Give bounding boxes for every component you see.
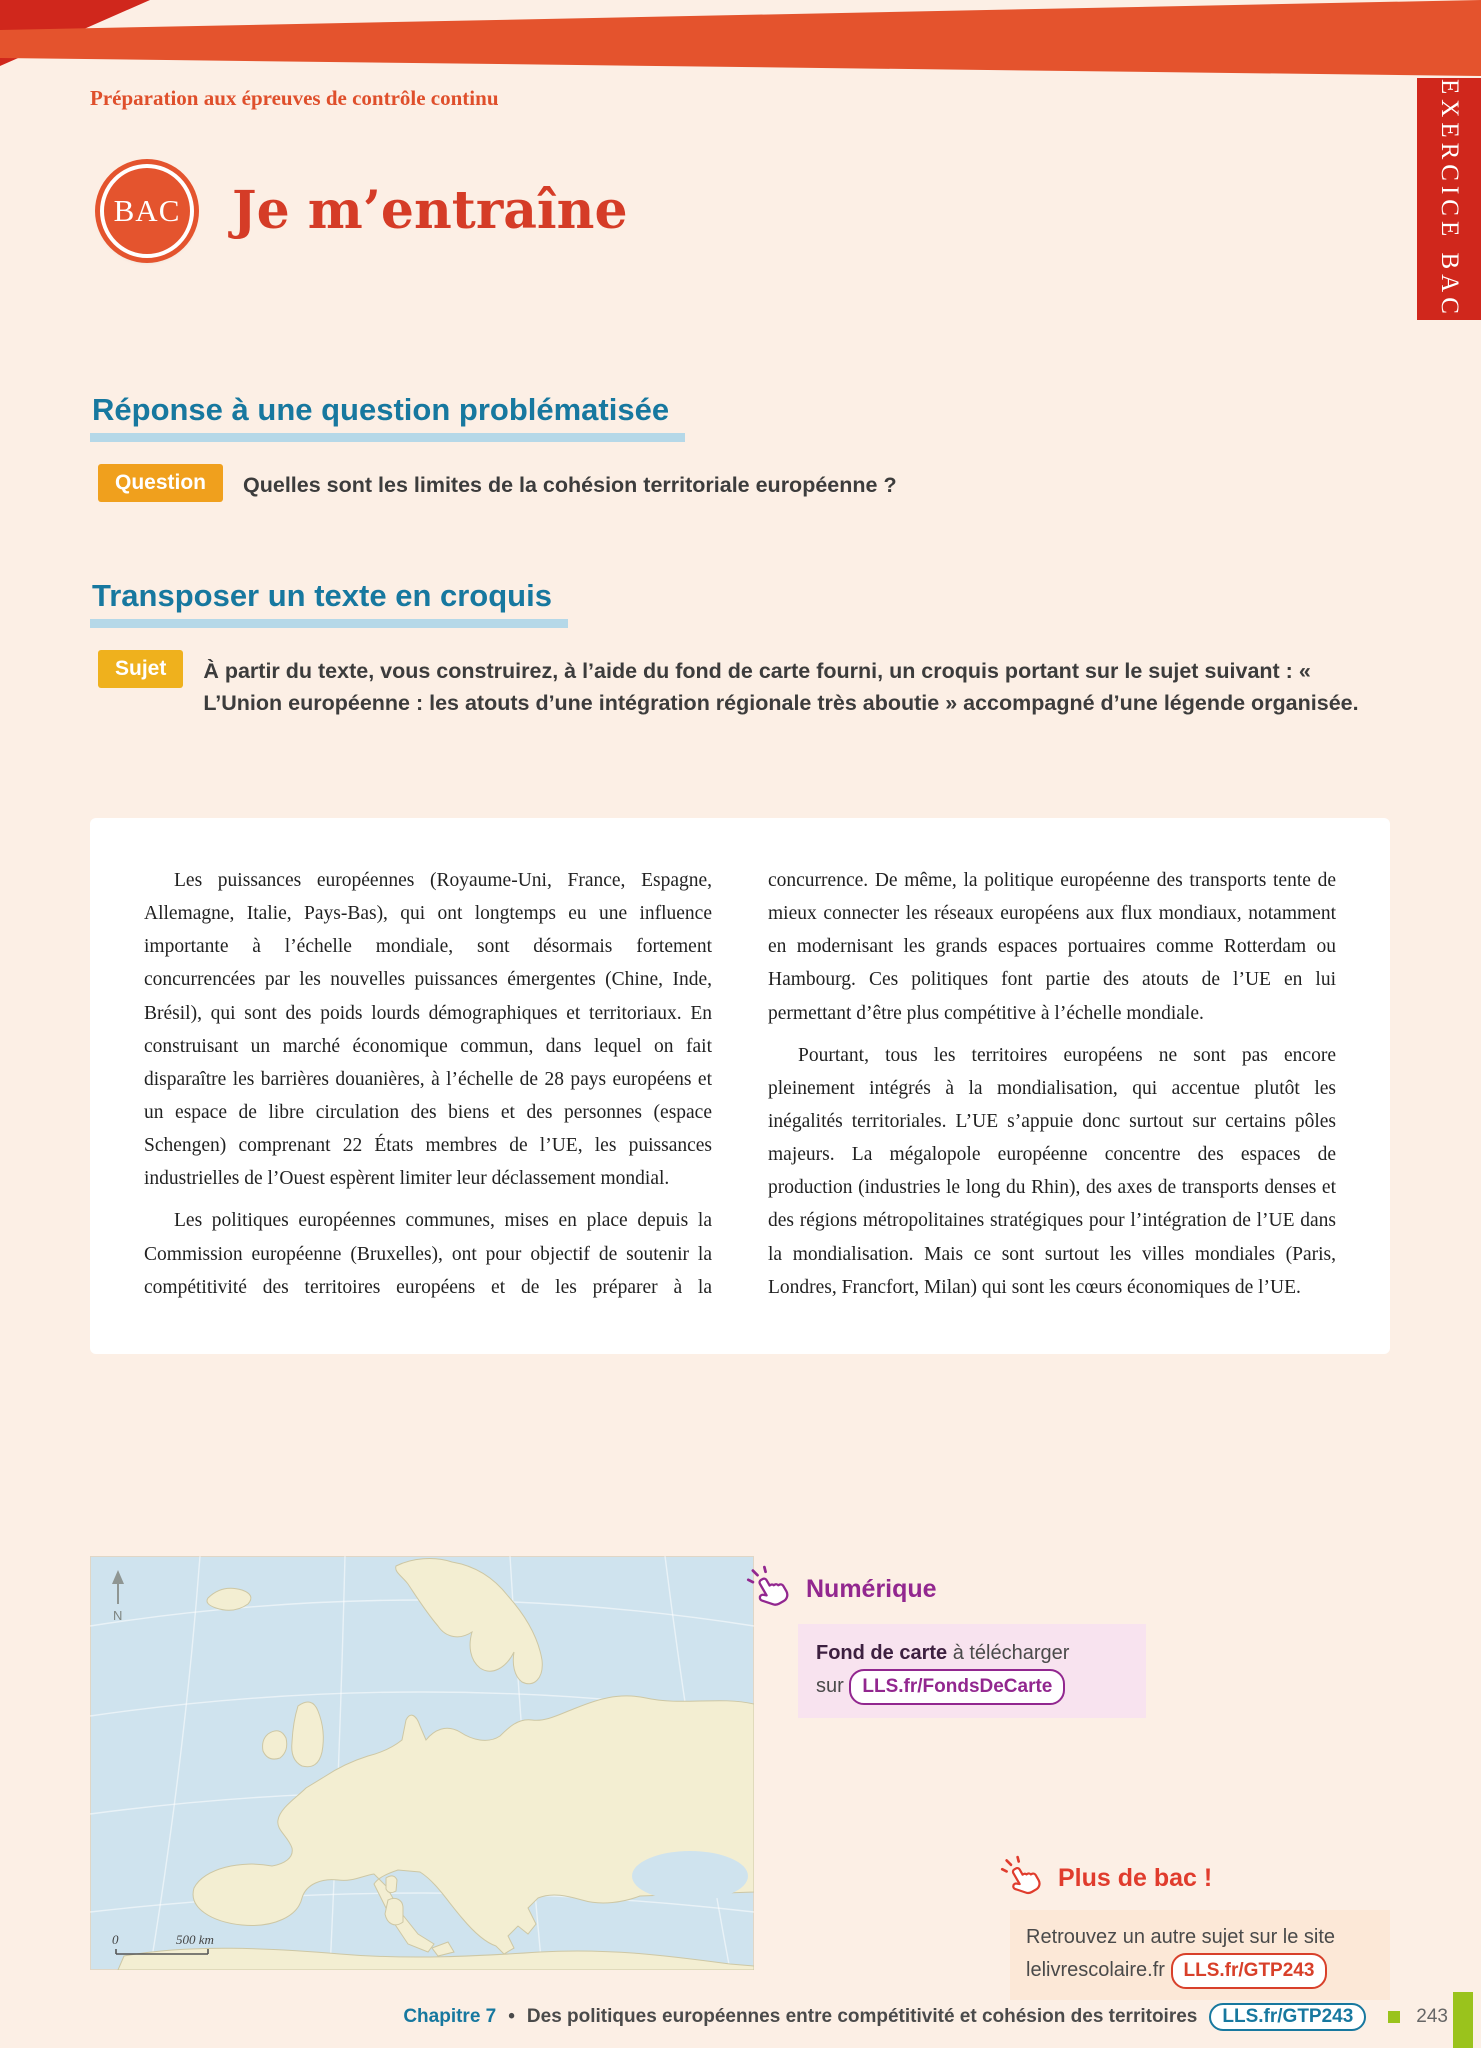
footer-title: Des politiques européennes entre compétitivité et cohésion des territoires [526,2006,1198,2027]
download-link[interactable]: LLS.fr/FondsDeCarte [849,1669,1065,1705]
footer [0,2003,1448,2031]
numerique-header [746,1566,1156,1612]
numerique-block [746,1566,1156,1718]
footer-link[interactable]: LLS.fr/GTP243 [1209,2003,1366,2031]
download-text [816,1637,1128,1669]
svg-text:500 km: 500 km [176,1932,214,1947]
corner-green-strip [1453,1992,1473,2048]
article-paragraph: Les puissances européennes (Royaume-Uni, France, Espagne, Allemagne, Italie, Pays-Bas), qui ont longtemps eu une influence importante à l’échelle mondiale, sont désormais fortement concurrencées par les nouvelles puissances émergentes (Chine, Inde, Brésil), qui sont des poids lourds démographiques et territoriaux. En construisant un marché économique commun, dans lequel on fait disparaître les barrières douanières, à l’échelle de 28 pays européens et un espace de libre circulation des biens et des personnes (espace Schengen) comprenant 22 États membres de l’UE, les puissances industrielles de l’Ouest espèrent limiter leur déclassement mondial. [144,870,712,1190]
page-number: 243 [1416,2006,1448,2027]
question-tag: Question [98,464,223,502]
plus-de-bac-block [1000,1856,1410,2000]
article-paragraph: Pourtant, tous les territoires européens ne sont pas encore pleinement intégrés à la mondialisation, qui accentue plutôt les inégalités territoriales. L’UE s’appuie donc surtout sur certains pôles majeurs. La mégalopole européenne concentre des espaces de production (industries le long du Rhin), des axes de transports denses et des régions métropolitaines stratégiques pour l’intégration de l’UE dans la mondialisation. Mais ce sont surtout les villes mondiales (Paris, Londres, Francfort, Milan) qui sont les cœurs économiques de l’UE. [768,1044,1336,1298]
green-square-marker [1388,2011,1400,2023]
bac-badge [100,164,194,258]
download-text-rest: à télécharger [947,1642,1070,1664]
svg-text:N: N [113,1608,123,1623]
fond-de-carte-label: Fond de carte [816,1642,948,1664]
europe-basemap-svg [90,1556,754,1970]
plus-de-bac-box [1010,1910,1390,2000]
numerique-heading: Numérique [806,1574,937,1603]
plus-de-bac-link[interactable]: LLS.fr/GTP243 [1171,1953,1328,1989]
hand-click-icon [746,1566,792,1612]
chapter-label: Chapitre 7 [403,2006,497,2027]
plus-de-bac-heading: Plus de bac ! [1058,1863,1213,1892]
page-kicker: Préparation aux épreuves de contrôle continu [90,86,499,110]
download-box [798,1624,1146,1718]
sujet-text: À partir du texte, vous construirez, à l’aide du fond de carte fourni, un croquis portant sur le sujet suivant : « L’Union européenne : les atouts d’une intégration régionale très aboutie » accompagné d’une légende organisée. [203,659,1359,716]
page-title: Je m’entraîne [232,180,628,241]
download-link-line [816,1669,1128,1705]
sujet-tag: Sujet [98,650,183,688]
article-paragraph: Les politiques européennes communes, mises en place depuis la Commission européenne (Bruxelles), ont pour objectif de soutenir la compétitivité des territoires européens et de les préparer à la concurrence. De même, la politique européenne des transports tente de mieux connecter les réseaux européens aux flux mondiaux, notamment en modernisant les grands espaces portuaires comme Rotterdam ou Hambourg. Ces politiques font partie des atouts de l’UE en lui permettant d’être plus compétitive à l’échelle mondiale. [144,870,1336,1298]
sujet-row [98,650,1393,720]
plus-de-bac-text: Retrouvez un autre sujet sur le site lelivrescolaire.fr [1026,1926,1336,1981]
download-link-prefix: sur [816,1675,844,1697]
section-heading-sujet: Transposer un texte en croquis [90,578,568,628]
question-row [98,464,1393,502]
hand-click-icon [1000,1856,1044,1900]
side-tab-exercice-bac [1417,78,1481,320]
svg-text:0: 0 [112,1932,119,1947]
question-text: Quelles sont les limites de la cohésion territoriale européenne ? [243,473,897,497]
side-tab-label: EXERCICE BAC [1436,79,1463,319]
plus-de-bac-header [1000,1856,1410,1900]
source-text-card [90,818,1390,1354]
europe-basemap [90,1556,754,1970]
section-heading-question: Réponse à une question problématisée [90,392,685,442]
top-orange-band [0,0,1481,100]
bac-badge-label: BAC [113,193,181,228]
footer-separator: • [508,2006,515,2027]
map-black-sea [632,1851,748,1901]
